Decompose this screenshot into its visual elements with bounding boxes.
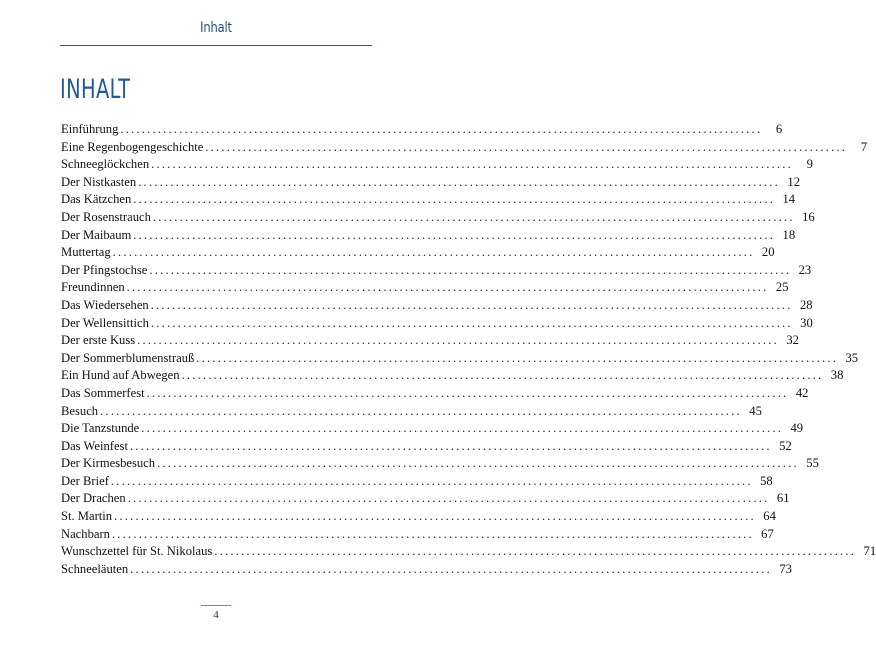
toc-entry-title: Der Maibaum [61, 227, 132, 242]
toc-entry-page: 28 [799, 297, 813, 312]
toc-entry-title: Schneeläuten [61, 561, 129, 576]
toc-entry-title: Der erste Kuss [61, 333, 136, 348]
toc-entry [61, 156, 813, 174]
dot-leader: ........................................................................................................................ [133, 227, 776, 242]
dot-leader: ........................................................................................................................ [150, 315, 793, 330]
page-title: INHALT [60, 74, 131, 105]
toc-entry-page: 49 [790, 421, 804, 436]
toc-entry [61, 490, 790, 508]
dot-leader: ........................................................................................................................ [133, 192, 776, 207]
footer-divider [201, 605, 231, 606]
toc-entry-page: 23 [798, 262, 812, 277]
dot-leader: ........................................................................................................................ [146, 385, 789, 400]
toc-entry-page: 42 [795, 385, 809, 400]
dot-leader: ........................................................................................................................ [205, 139, 848, 154]
toc-entry-title: Das Kätzchen [61, 192, 132, 207]
dot-leader: ........................................................................................................................ [137, 333, 779, 348]
toc-entry-page: 45 [749, 403, 762, 418]
toc-entry [61, 367, 844, 385]
dot-leader: ........................................................................................................................ [120, 122, 763, 136]
toc-entry [61, 350, 859, 368]
toc-entry-title: Der Wellensittich [61, 315, 149, 330]
toc-entry-title: Die Tanzstunde [61, 421, 140, 436]
toc-entry [61, 543, 876, 561]
dot-leader: ........................................................................................................................ [152, 209, 795, 224]
toc-entry-page: 38 [830, 368, 844, 383]
toc-entry-title: Das Sommerfest [61, 385, 145, 400]
dot-leader: ........................................................................................................................ [157, 456, 799, 471]
dot-leader: ........................................................................................................................ [214, 544, 857, 559]
toc-entry-page: 35 [845, 350, 859, 365]
table-of-contents [61, 121, 876, 578]
toc-entry [61, 332, 799, 350]
toc-entry-page: 18 [782, 227, 796, 242]
toc-entry-title: Freundinnen [61, 280, 125, 295]
toc-entry [61, 262, 812, 280]
toc-entry-page: 7 [860, 139, 868, 154]
dot-leader: ........................................................................................................................ [100, 403, 742, 418]
toc-entry [61, 191, 796, 209]
dot-leader: ........................................................................................................................ [111, 526, 754, 541]
dot-leader: ........................................................................................................................ [114, 509, 756, 524]
toc-entry-title: Muttertag [61, 245, 111, 260]
dot-leader: ........................................................................................................................ [110, 473, 753, 488]
toc-entry [61, 174, 801, 192]
toc-entry-page: 73 [779, 561, 792, 576]
toc-entry-page: 12 [787, 174, 801, 189]
toc-entry-page: 55 [806, 456, 819, 471]
toc-entry-title: Ein Hund auf Abwegen [61, 368, 180, 383]
toc-entry [61, 438, 792, 456]
toc-entry-title: Wunschzettel für St. Nikolaus [61, 544, 213, 559]
dot-leader: ........................................................................................................................ [126, 280, 769, 295]
toc-entry [61, 227, 796, 245]
toc-entry-page: 61 [776, 491, 790, 506]
toc-entry-title: Das Weinfest [61, 438, 128, 453]
toc-entry-page: 9 [806, 157, 813, 172]
dot-leader: ........................................................................................................................ [151, 157, 793, 172]
toc-entry-page: 32 [786, 333, 799, 348]
dot-leader: ........................................................................................................................ [130, 561, 772, 576]
dot-leader: ........................................................................................................................ [181, 368, 824, 383]
toc-entry-page: 58 [760, 473, 773, 488]
toc-entry [61, 297, 813, 315]
toc-entry-title: Das Wiedersehen [61, 297, 149, 312]
dot-leader: ........................................................................................................................ [196, 350, 839, 365]
toc-entry-page: 64 [763, 509, 776, 524]
toc-entry-page: 14 [782, 192, 796, 207]
toc-entry-title: Der Sommerblumenstrauß [61, 350, 195, 365]
toc-entry-page: 71 [863, 544, 876, 559]
toc-entry [61, 139, 868, 157]
toc-entry [61, 121, 783, 139]
toc-entry-page: 52 [779, 438, 792, 453]
toc-entry-page: 20 [761, 245, 775, 260]
toc-entry-title: Der Rosenstrauch [61, 209, 151, 224]
toc-entry [61, 420, 804, 438]
toc-entry [61, 315, 813, 333]
toc-entry-title: Besuch [61, 403, 99, 418]
dot-leader: ........................................................................................................................ [127, 491, 770, 506]
header-divider [60, 45, 372, 46]
toc-entry-title: Der Drachen [61, 491, 126, 506]
toc-entry [61, 385, 809, 403]
toc-entry-page: 67 [761, 526, 774, 541]
toc-entry-title: Der Pfingstochse [61, 262, 148, 277]
toc-entry [61, 209, 815, 227]
dot-leader: ........................................................................................................................ [141, 421, 784, 436]
toc-entry [61, 403, 762, 421]
toc-entry-title: Schneeglöckchen [61, 157, 150, 172]
toc-entry-title: Der Kirmesbesuch [61, 456, 156, 471]
toc-entry [61, 244, 775, 262]
running-head: Inhalt [200, 20, 232, 36]
toc-entry [61, 561, 792, 579]
toc-entry-page: 16 [802, 209, 815, 224]
toc-entry [61, 279, 789, 297]
dot-leader: ........................................................................................................................ [149, 262, 792, 277]
toc-entry [61, 455, 819, 473]
dot-leader: ........................................................................................................................ [150, 297, 793, 312]
toc-entry-page: 30 [800, 315, 813, 330]
toc-entry-page: 6 [775, 122, 783, 136]
dot-leader: ........................................................................................................................ [112, 245, 755, 260]
toc-entry [61, 526, 774, 544]
toc-entry-title: Eine Regenbogengeschichte [61, 139, 204, 154]
dot-leader: ........................................................................................................................ [138, 174, 781, 189]
toc-entry-title: Einführung [61, 122, 119, 136]
page-number: 4 [213, 609, 219, 621]
toc-entry-page: 25 [775, 280, 789, 295]
toc-entry [61, 473, 773, 491]
toc-entry-title: Nachbarn [61, 526, 110, 541]
toc-entry-title: Der Nistkasten [61, 174, 137, 189]
toc-entry-title: St. Martin [61, 509, 113, 524]
toc-entry-title: Der Brief [61, 473, 109, 488]
toc-entry [61, 508, 776, 526]
dot-leader: ........................................................................................................................ [129, 438, 772, 453]
